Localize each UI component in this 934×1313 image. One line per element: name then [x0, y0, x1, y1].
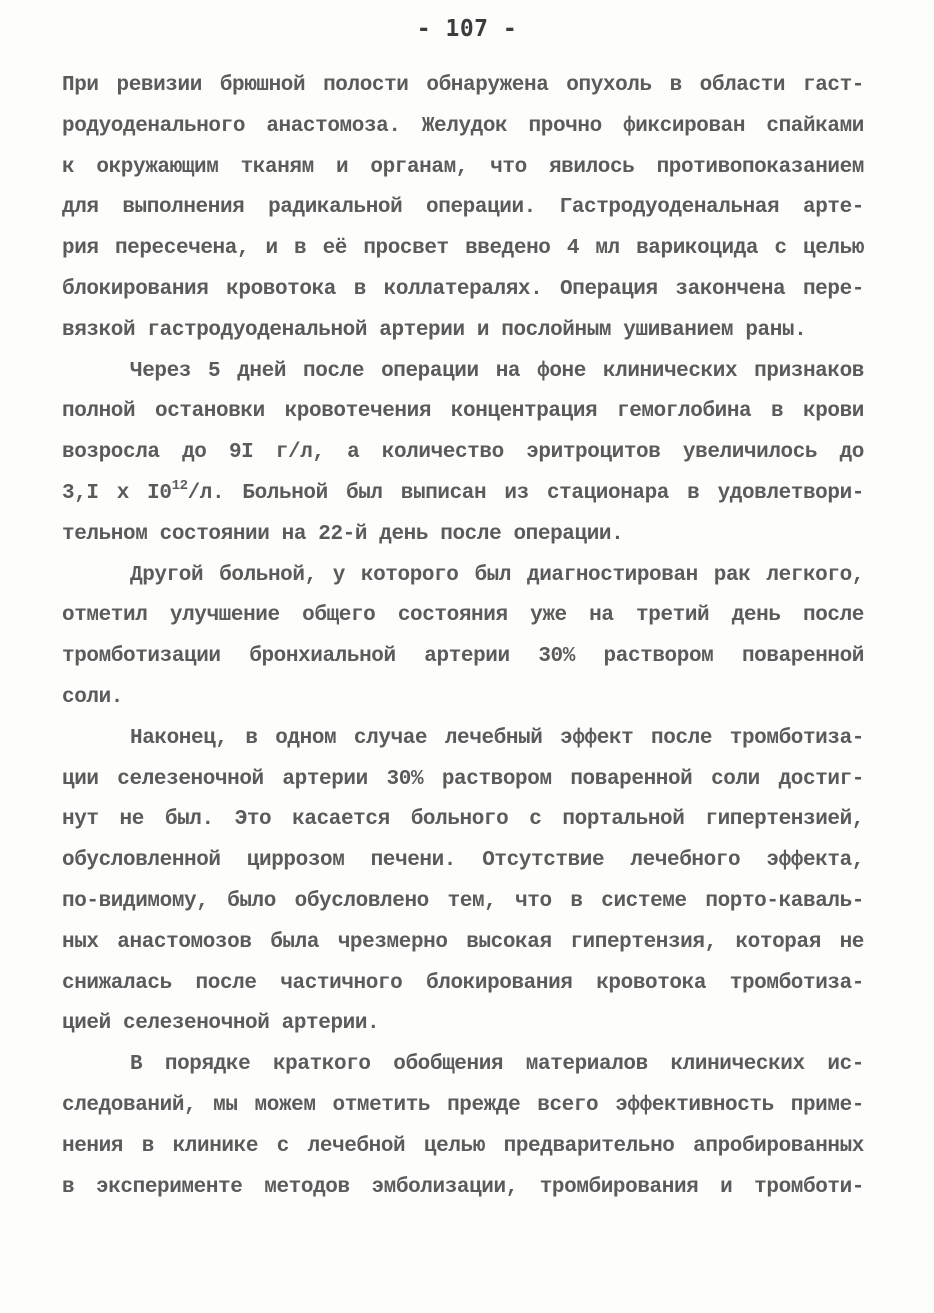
text-line: в эксперименте методов эмболизации, тромбирования и тромботи- [62, 1175, 864, 1199]
text-line: обусловленной циррозом печени. Отсутствие лечебного эффекта, [62, 849, 864, 873]
text-line: ции селезеночной артерии 30% раствором поваренной соли достиг- [62, 767, 864, 791]
text-line: тромботизации бронхиальной артерии 30% раствором поваренной [62, 645, 864, 669]
text-line: полной остановки кровотечения концентрация гемоглобина в крови [62, 400, 864, 424]
text-line: соли. [62, 685, 124, 709]
text-line: по-видимому, было обусловлено тем, что в системе порто-каваль- [62, 889, 864, 913]
text-line: для выполнения радикальной операции. Гастродуоденальная арте- [62, 196, 864, 220]
text-line: рия пересечена, и в её просвет введено 4 мл варикоцида с целью [62, 237, 864, 261]
text-line: В порядке краткого обобщения материалов клинических ис- [130, 1053, 864, 1077]
paragraph-5 [62, 1045, 864, 1208]
text-line: отметил улучшение общего состояния уже на третий день после [62, 604, 864, 628]
paragraph-1 [62, 66, 864, 352]
text-line: возросла до 9I г/л, а количество эритроцитов увеличилось до [62, 441, 864, 465]
text-line: родуоденального анастомоза. Желудок прочно фиксирован спайками [62, 114, 864, 138]
text-fragment: 3,I х I0 [62, 481, 172, 505]
text-line: цией селезеночной артерии. [62, 1012, 380, 1036]
paragraph-3 [62, 556, 864, 719]
text-line: Наконец, в одном случае лечебный эффект после тромботиза- [130, 726, 864, 750]
text-line: Другой больной, у которого был диагностирован рак легкого, [130, 563, 864, 587]
paragraph-2 [62, 352, 864, 556]
text-line: снижалась после частичного блокирования кровотока тромботиза- [62, 971, 864, 995]
text-line: к окружающим тканям и органам, что явилось противопоказанием [62, 155, 864, 179]
text-line: нут не был. Это касается больного с портальной гипертензией, [62, 808, 864, 832]
text-line: вязкой гастродуоденальной артерии и послойным ушиванием раны. [62, 318, 807, 342]
text-line-with-superscript [62, 474, 864, 515]
text-line: При ревизии брюшной полости обнаружена опухоль в области гаст- [62, 74, 864, 97]
text-line: ных анастомозов была чрезмерно высокая гипертензия, которая не [62, 930, 864, 954]
text-line: следований, мы можем отметить прежде всего эффективность приме- [62, 1093, 864, 1117]
text-fragment: /л. Больной был выписан из стационара в удовлетвори- [187, 481, 864, 505]
text-line: блокирования кровотока в коллатералях. Операция закончена пере- [62, 277, 864, 301]
page-number: - 107 - [416, 16, 518, 42]
text-line: тельном состоянии на 22-й день после операции. [62, 522, 624, 546]
text-line: нения в клинике с лечебной целью предварительно апробированных [62, 1134, 864, 1158]
document-body [62, 66, 864, 1208]
text-line: Через 5 дней после операции на фоне клинических признаков [130, 359, 864, 383]
superscript-exponent: 12 [171, 477, 188, 494]
paragraph-4 [62, 719, 864, 1045]
